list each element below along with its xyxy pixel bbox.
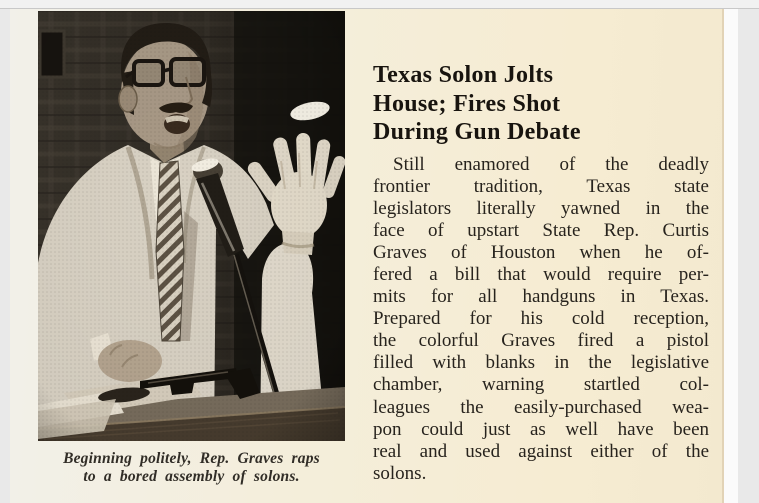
caption-line: to a bored assembly of solons. xyxy=(83,468,300,485)
page-right-edge xyxy=(724,9,738,503)
article-headline xyxy=(373,61,709,147)
photo-caption xyxy=(24,450,359,486)
body-line: fered a bill that would require per- xyxy=(373,263,709,285)
headline-line: During Gun Debate xyxy=(373,119,581,145)
photo-illustration xyxy=(38,11,345,441)
body-line: leagues the easily-purchased wea- xyxy=(373,396,709,418)
body-line: legislators literally yawned in the xyxy=(373,197,709,219)
caption-line: Beginning politely, Rep. Graves raps xyxy=(63,450,320,467)
body-line: real and used against either of the xyxy=(373,440,709,462)
body-line: chamber, warning startled col- xyxy=(373,374,709,396)
body-line: Graves of Houston when he of- xyxy=(373,241,709,263)
body-line: pon could just as well have been xyxy=(373,418,709,440)
article-body xyxy=(373,154,709,485)
article-column xyxy=(373,61,709,485)
body-line: the colorful Graves fired a pistol xyxy=(373,330,709,352)
body-line: Still enamored of the deadly xyxy=(393,153,709,175)
scan-page xyxy=(10,9,724,503)
body-line: filled with blanks in the legislative xyxy=(373,352,709,374)
body-line: solons. xyxy=(373,462,427,484)
headline-line: House; Fires Shot xyxy=(373,90,561,117)
top-window-strip xyxy=(0,0,759,9)
body-line: face of upstart State Rep. Curtis xyxy=(373,219,709,241)
body-line: frontier tradition, Texas state xyxy=(373,175,709,197)
body-line: Prepared for his cold reception, xyxy=(373,308,709,330)
magazine-photo xyxy=(38,11,345,441)
body-line: mits for all handguns in Texas. xyxy=(373,286,709,308)
vignette xyxy=(38,11,345,441)
headline-line: Texas Solon Jolts xyxy=(373,62,554,88)
